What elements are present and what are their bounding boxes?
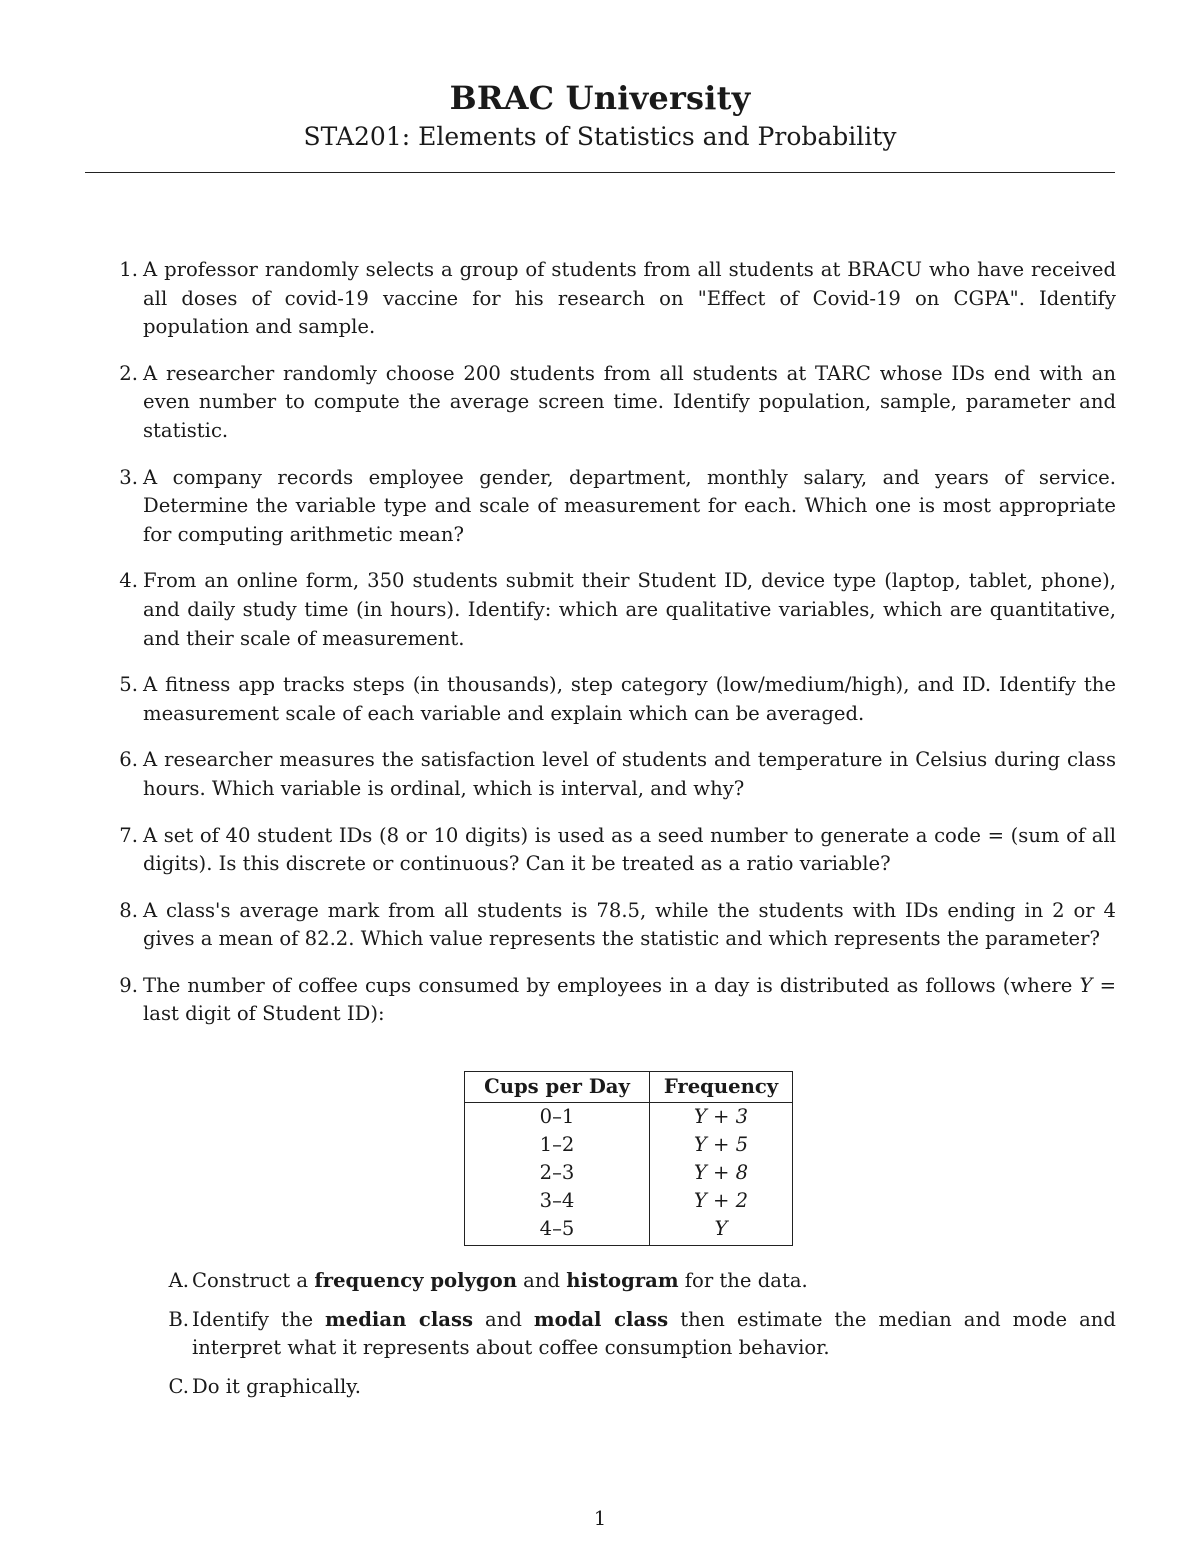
- document-title: BRAC University: [449, 79, 751, 117]
- question-number: 6.: [119, 748, 138, 772]
- table-header-row: [465, 1072, 793, 1103]
- bold-term: modal class: [533, 1307, 669, 1331]
- question-text-end: = last digit of Student ID):: [143, 973, 1116, 1026]
- subpart-text: and: [473, 1307, 534, 1331]
- question-5: [119, 671, 1116, 728]
- question-9: [119, 972, 1116, 1029]
- question-text: A company records employee gender, department, monthly salary, and years of service. Determine the variable type and scale of measurement for each. Which one is most appropriate for computing arithmetic mean?: [143, 465, 1116, 546]
- question-number: 4.: [119, 569, 138, 593]
- question-list: [0, 256, 1200, 1047]
- subpart-label: C.: [168, 1374, 189, 1398]
- bold-term: histogram: [566, 1269, 679, 1292]
- table-row: [465, 1131, 793, 1159]
- question-1: [119, 256, 1116, 342]
- question-text: A professor randomly selects a group of students from all students at BRACU who have received all doses of covid-19 vaccine for his research on "Effect of Covid-19 on CGPA". Identify population and sample.: [143, 258, 1116, 339]
- question-number: 8.: [119, 898, 138, 922]
- frequency-table-wrapper: [464, 1071, 793, 1246]
- subpart-text: Construct a: [192, 1269, 315, 1292]
- question-number: 1.: [119, 258, 138, 281]
- cups-cell: 4–5: [465, 1215, 650, 1246]
- question-number: 2.: [119, 361, 138, 385]
- subpart-a: [168, 1267, 1116, 1296]
- subpart-c: [168, 1373, 1116, 1402]
- variable-y: Y: [1079, 973, 1093, 997]
- table-row: [465, 1187, 793, 1215]
- question-7: [119, 822, 1116, 879]
- bold-term: median class: [325, 1307, 474, 1331]
- frequency-table: [464, 1071, 793, 1246]
- subpart-text: then estimate the median and mode and interpret what it represents about coffee consumption behavior.: [192, 1307, 1116, 1360]
- subpart-text: Identify the: [192, 1307, 326, 1331]
- question-6: [119, 746, 1116, 803]
- frequency-cell: Y: [650, 1215, 793, 1246]
- subpart-b: [168, 1306, 1116, 1363]
- question-text: A fitness app tracks steps (in thousands), step category (low/medium/high), and ID. Identify the measurement scale of each variable and explain which can be averaged.: [143, 673, 1116, 725]
- table-row: [465, 1103, 793, 1132]
- subpart-list: [0, 1267, 1200, 1411]
- question-2: [119, 360, 1116, 446]
- question-text-start: The number of coffee cups consumed by employees in a day is distributed as follows (where: [143, 973, 1080, 997]
- question-number: 5.: [119, 673, 138, 697]
- header-cups-per-day: Cups per Day: [465, 1072, 650, 1103]
- page-number: 1: [593, 1507, 607, 1530]
- question-text: A researcher randomly choose 200 students from all students at TARC whose IDs end with an even number to compute the average screen time. Identify population, sample, parameter and statistic.: [143, 361, 1116, 442]
- table-row: [465, 1215, 793, 1246]
- subpart-text: for the data.: [678, 1269, 808, 1292]
- question-3: [119, 464, 1116, 550]
- subpart-label: A.: [168, 1269, 189, 1292]
- header-rule: [85, 172, 1115, 173]
- cups-cell: 1–2: [465, 1131, 650, 1159]
- question-text: A researcher measures the satisfaction level of students and temperature in Celsius during class hours. Which variable is ordinal, which is interval, and why?: [143, 748, 1116, 800]
- frequency-cell: Y + 3: [650, 1103, 793, 1132]
- cups-cell: 0–1: [465, 1103, 650, 1132]
- page-header: [0, 78, 1200, 154]
- cups-cell: 2–3: [465, 1159, 650, 1187]
- subpart-label: B.: [168, 1307, 189, 1331]
- frequency-cell: Y + 8: [650, 1159, 793, 1187]
- bold-term: frequency polygon: [314, 1269, 517, 1292]
- header-frequency: Frequency: [650, 1072, 793, 1103]
- question-text: A class's average mark from all students is 78.5, while the students with IDs ending in 2 or 4 gives a mean of 82.2. Which value represents the statistic and which represents the parameter?: [143, 898, 1116, 951]
- question-number: 3.: [119, 465, 138, 489]
- question-4: [119, 567, 1116, 653]
- course-subtitle: STA201: Elements of Statistics and Probability: [303, 122, 897, 151]
- question-number: 9.: [119, 973, 138, 997]
- cups-cell: 3–4: [465, 1187, 650, 1215]
- frequency-cell: Y + 5: [650, 1131, 793, 1159]
- question-text: From an online form, 350 students submit their Student ID, device type (laptop, tablet, phone), and daily study time (in hours). Identify: which are qualitative variables, which are quantitative, and their scale of measurement.: [143, 569, 1116, 650]
- question-number: 7.: [119, 823, 138, 847]
- question-8: [119, 897, 1116, 954]
- table-row: [465, 1159, 793, 1187]
- subpart-text: and: [516, 1269, 567, 1292]
- frequency-cell: Y + 2: [650, 1187, 793, 1215]
- subpart-text: Do it graphically.: [192, 1374, 362, 1398]
- question-text: A set of 40 student IDs (8 or 10 digits) is used as a seed number to generate a code = (sum of all digits). Is this discrete or continuous? Can it be treated as a ratio variable?: [143, 823, 1116, 876]
